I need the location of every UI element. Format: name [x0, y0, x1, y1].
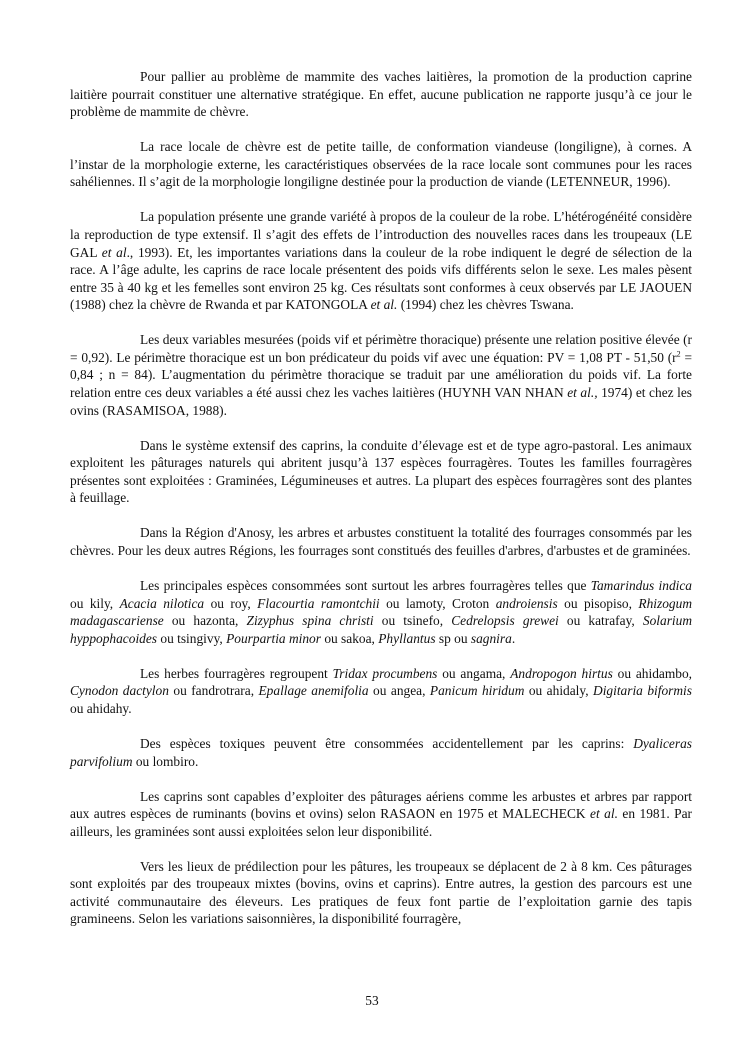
page-number: 53 [365, 993, 379, 1008]
text-run: ou hazonta, [163, 613, 247, 629]
italic-text: Zizyphus spina christi [246, 613, 374, 629]
text-run: ou ahidaly, [524, 683, 594, 699]
italic-text: Cedrelopsis grewei [451, 613, 559, 629]
text-run: en 1981. Par ailleurs, les graminées sont aussi exploitées selon leur disponibilité. [70, 806, 692, 839]
paragraph [70, 331, 692, 419]
italic-text: Tridax procumbens [332, 665, 438, 681]
italic-text: Rhizogum madagascariense [70, 595, 692, 629]
text-run: 1974) et chez les ovins (RASAMISOA, 1988). [70, 385, 692, 418]
text-run: ou kily, [70, 595, 120, 611]
paragraph [70, 208, 692, 314]
italic-text: Tamarindus indica [590, 578, 692, 593]
text-run: Des espèces toxiques peuvent être consommées accidentellement par les caprins: [140, 735, 634, 751]
text-run: Les principales espèces consommées sont surtout les arbres fourragères telles que [140, 578, 591, 593]
text-run: = 0,84 ; n = 84). L’augmentation du périmètre thoracique se traduit par une amélioration du poids vif. La forte relation entre ces deux variables a été aussi chez les vaches laitières (HUYNH VAN NHAN [70, 349, 692, 401]
text-run: Les herbes fourragères regroupent [140, 665, 333, 681]
text-run: ou angea, [368, 683, 430, 699]
italic-text: et al [101, 244, 127, 260]
text-run: Les deux variables mesurées (poids vif et périmètre thoracique) présente une relation positive élevée (r = 0,92). Le périmètre thoracique est un bon prédicateur du poids vif avec une équation: PV = 1,08 PT - 51,50 (r [70, 332, 692, 365]
text-run: ou ahidahy. [70, 700, 132, 716]
document-body [70, 68, 692, 945]
italic-text: Solarium hyppophacoides [70, 613, 692, 646]
italic-text: androiensis [495, 595, 558, 611]
italic-text: sagnira [470, 630, 512, 646]
text-run: sp ou [435, 630, 471, 646]
text-run: La race locale de chèvre est de petite taille, de conformation viandeuse (longiligne), à cornes. A l’instar de la morphologie externe, les caractéristiques observées de la race locale sont communes pour les races sahéliennes. Il s’agit de la morphologie longiligne destinée pour la production de viande (LETENNEUR, 1996). [70, 139, 692, 190]
italic-text: Pourpartia minor [226, 630, 321, 646]
text-run: ou lombiro. [132, 753, 199, 769]
italic-text: et al. [590, 806, 618, 822]
text-run: ou katrafay, [558, 613, 643, 629]
text-run: ou roy, [204, 595, 258, 611]
text-run: Vers les lieux de prédilection pour les pâtures, les troupeaux se déplacent de 2 à 8 km. Ces pâturages sont exploités par des troupeaux mixtes (bovins, ovins et caprins). Entre autres, la gestion des parcours est une activité communautaire des éleveurs. Les pratiques de feux font partie de l’exploitation garnie des tapis gramineens. Selon les variations saisonnières, la disponibilité fourragère, [70, 858, 692, 927]
italic-text: Digitaria biformis [593, 683, 692, 699]
italic-text: Andropogon hirtus [510, 665, 613, 681]
text-run: Dans le système extensif des caprins, la conduite d’élevage est et de type agro-pastoral. Les animaux exploitent les pâturages naturels qui abritent jusqu’à 137 espèces fourragères. Toutes les familles fourragères présentes sont exploitées : Graminées, Légumineuses et autres. La plupart des espèces fourragères sont des plantes à feuillage. [70, 437, 692, 506]
paragraph [70, 68, 692, 121]
italic-text: Dyaliceras parvifolium [70, 735, 692, 769]
text-run: (1994) chez les chèvres Tswana. [397, 297, 574, 313]
superscript: 2 [676, 349, 681, 359]
text-run: ou tsingivy, [157, 630, 227, 646]
paragraph [70, 524, 692, 559]
paragraph [70, 858, 692, 928]
text-run: ou angama, [437, 665, 511, 681]
italic-text: et al., [567, 385, 598, 401]
text-run: Les caprins sont capables d’exploiter des pâturages aériens comme les arbustes et arbres par rapport aux autres espèces de ruminants (bovins et ovins) selon RASAON en 1975 et MALECHECK [70, 788, 692, 822]
italic-text: et al. [370, 297, 398, 313]
paragraph [70, 138, 692, 191]
text-run: ou lamoty, Croton [379, 595, 496, 611]
italic-text: Epallage anemifolia [258, 683, 369, 699]
italic-text: Cynodon dactylon [70, 683, 169, 699]
italic-text: Acacia nilotica [119, 595, 205, 611]
text-run: Dans la Région d'Anosy, les arbres et arbustes constituent la totalité des fourrages consommés par les chèvres. Pour les deux autres Régions, les fourrages sont constitués des feuilles d'arbres, d'arbustes et de graminées. [70, 525, 692, 559]
text-run: ou tsinefo, [373, 613, 452, 629]
paragraph [70, 735, 692, 770]
paragraph [70, 577, 692, 647]
text-run: ou pisopiso, [557, 595, 639, 611]
text-run: La population présente une grande variété à propos de la couleur de la robe. L’hétérogénéité considère la reproduction de type extensif. Il s’agit des effets de l’introduction des nouvelles races dans les troupeaux (LE GAL [70, 209, 692, 260]
paragraph [70, 437, 692, 507]
paragraph [70, 788, 692, 841]
paragraph [70, 665, 692, 718]
text-run: Pour pallier au problème de mammite des vaches laitières, la promotion de la production caprine laitière pourrait constituer une alternative stratégique. En effet, aucune publication ne rapporte jusqu’à ce jour le problème de mammite de chèvre. [70, 69, 692, 120]
text-run: ou sakoa, [320, 630, 379, 646]
text-run: . [511, 630, 516, 646]
text-run: ou fandrotrara, [168, 683, 259, 699]
italic-text: Phyllantus [378, 630, 436, 646]
text-run: ou ahidambo, [612, 665, 693, 681]
italic-text: Panicum hiridum [429, 683, 525, 699]
italic-text: Flacourtia ramontchii [257, 595, 380, 611]
text-run: ., 1993). Et, les importantes variations dans la couleur de la robe indiquent le degré de sélection de la race. A l’âge adulte, les caprins de race locale présentent des poids vifs différents selon le sexe. Les males pèsent entre 35 à 40 kg et les femelles sont environ 25 kg. Ces résultats sont conformes à ceux observés par LE JAOUEN (1988) chez la chèvre de Rwanda et par KATONGOLA [70, 244, 692, 313]
